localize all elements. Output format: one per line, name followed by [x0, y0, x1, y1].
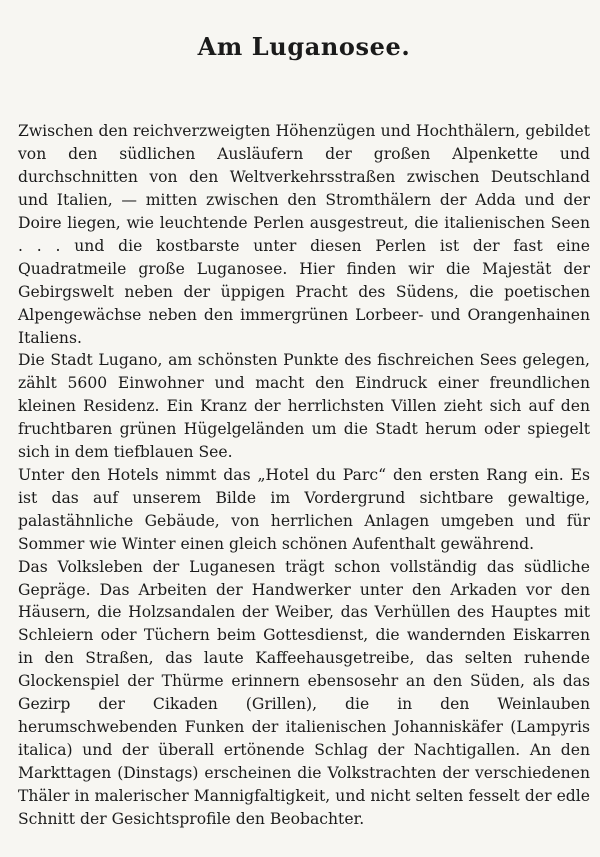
- article-body: [18, 120, 590, 830]
- paragraph-2: Die Stadt Lugano, am schönsten Punkte des fischreichen Sees gelegen, zählt 5600 Einwohner und macht den Eindruck einer freundlichen kleinen Residenz. Ein Kranz der herrlichsten Villen zieht sich auf den fruchtbaren grünen Hügelgeländen um die Stadt herum oder spiegelt sich in dem tiefblauen See.: [18, 351, 590, 462]
- document-title: Am Luganosee.: [197, 32, 411, 61]
- paragraph-1: Zwischen den reichverzweigten Höhenzügen und Hochthälern, gebildet von den südlichen Ausläufern der großen Alpenkette und durchschnitten von den Weltverkehrsstraßen zwischen Deutschland und Italien, — mitten zwischen den Stromthälern der Adda und der Doire liegen, wie leuchtende Perlen ausgestreut, die italienischen Seen . . . und die kostbarste unter diesen Perlen ist der fast eine Quadratmeile große Luganosee. Hier finden wir die Majestät der Gebirgswelt neben der üppigen Pracht des Südens, die poetischen Alpengewächse neben den immergrünen Lorbeer- und Orangenhainen Italiens.: [18, 122, 590, 347]
- paragraph-3: Unter den Hotels nimmt das „Hotel du Parc“ den ersten Rang ein. Es ist das auf unserem Bilde im Vordergrund sichtbare gewaltige, palastähnliche Gebäude, von herrlichen Anlagen umgeben und für Sommer wie Winter einen gleich schönen Aufenthalt gewährend.: [18, 465, 590, 553]
- paragraph-4: Das Volksleben der Luganesen trägt schon vollständig das südliche Gepräge. Das Arbeiten der Handwerker unter den Arkaden vor den Häusern, die Holzsandalen der Weiber, das Verhüllen des Hauptes mit Schleiern oder Tüchern beim Gottesdienst, die wandernden Eiskarren in den Straßen, das laute Kaffeehausgetreibe, das selten ruhende Glockenspiel der Thürme erinnern ebensosehr an den Süden, als das Gezirp der Cikaden (Grillen), die in den Weinlauben herumschwebenden Funken der italienischen Johanniskäfer (Lampyris italica) und der überall ertönende Schlag der Nachtigallen. An den Markttagen (Dinstags) erscheinen die Volkstrachten der verschiedenen Thäler in malerischer Mannigfaltigkeit, und nicht selten fesselt der edle Schnitt der Gesichtsprofile den Beobachter.: [18, 557, 590, 828]
